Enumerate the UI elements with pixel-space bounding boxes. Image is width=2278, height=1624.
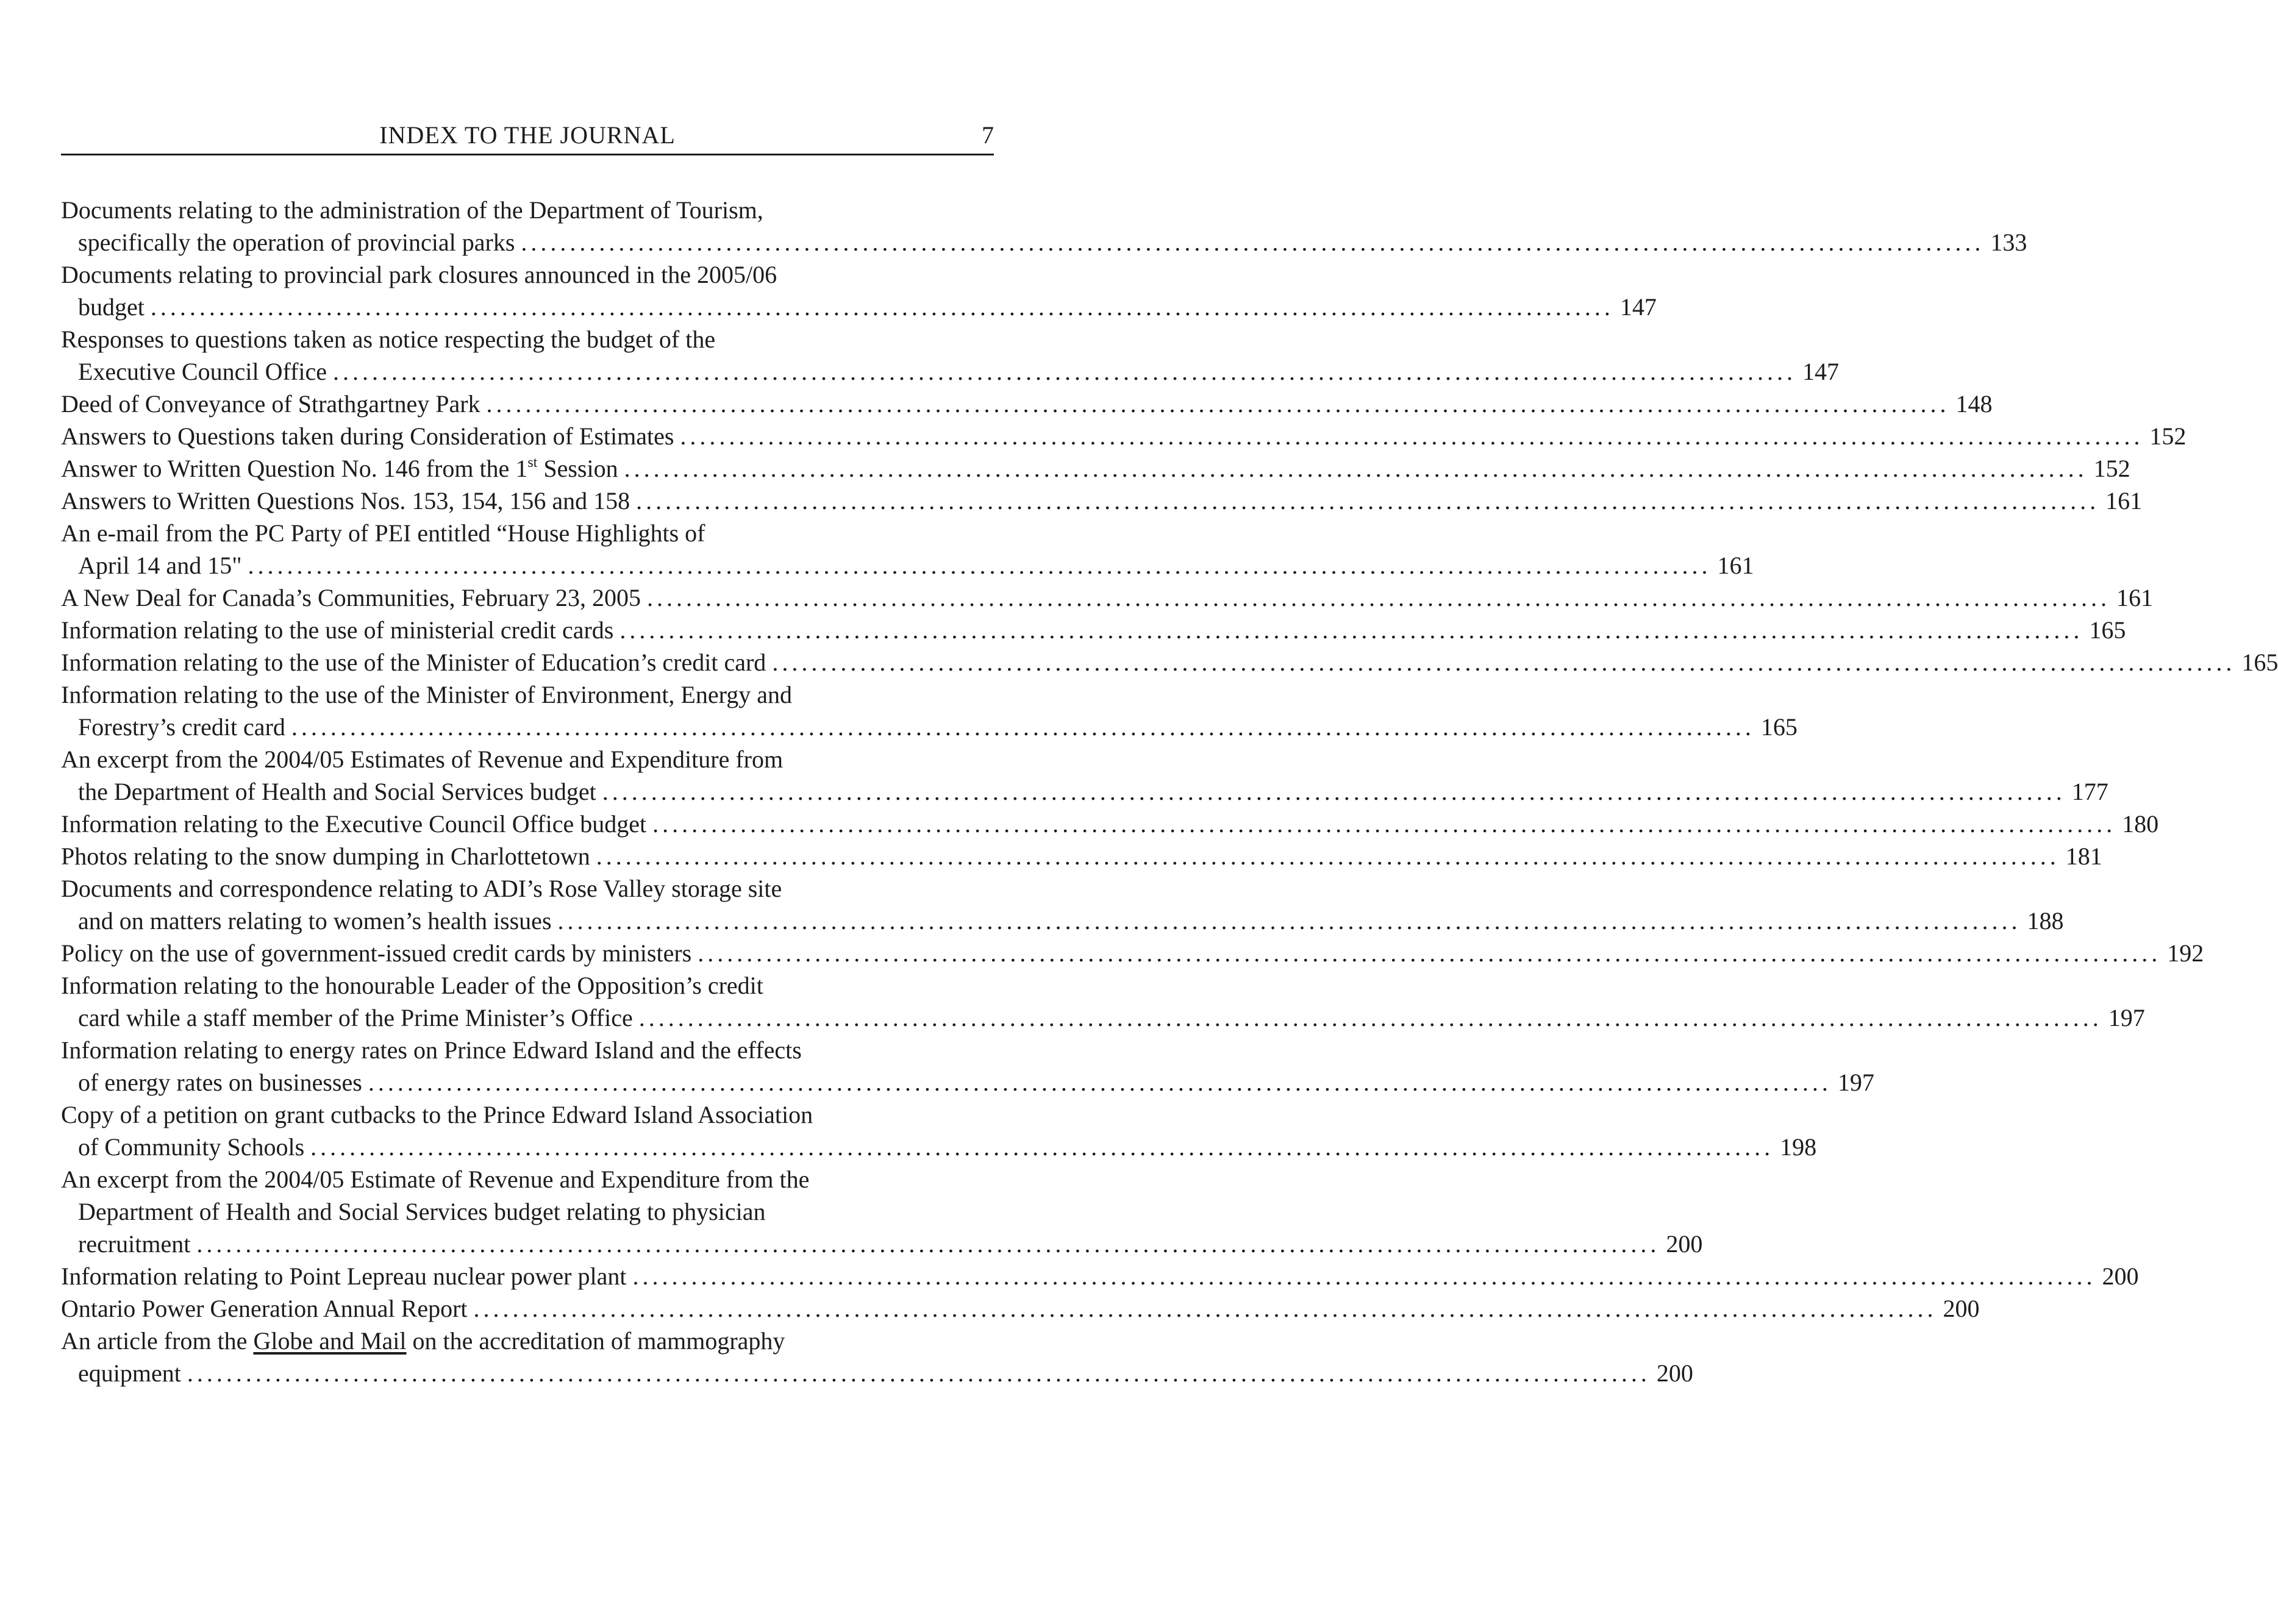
index-entry	[61, 388, 1993, 420]
entry-text-line: A New Deal for Canada’s Communities, February 23, 2005	[61, 584, 641, 611]
index-entry	[61, 646, 2278, 678]
entry-text-line: Information relating to energy rates on Prince Edward Island and the effects	[61, 1036, 802, 1064]
dot-leader: ......................................................................................................................................................	[624, 455, 2088, 482]
dot-leader: ......................................................................................................................................................	[473, 1295, 1937, 1322]
entry-text-line: equipment	[78, 1359, 181, 1387]
ordinal-superscript: st	[527, 454, 538, 471]
entry-final-line	[61, 614, 2126, 646]
dot-leader: ......................................................................................................................................................	[638, 1004, 2102, 1031]
page-title: INDEX TO THE JOURNAL	[379, 121, 676, 149]
entry-page-number: 147	[1802, 358, 1840, 385]
dot-leader: ......................................................................................................................................................	[602, 778, 2066, 805]
entry-text-line: Information relating to Point Lepreau nuclear power plant	[61, 1263, 627, 1290]
dot-leader: ......................................................................................................................................................	[557, 907, 2021, 935]
dot-leader: ......................................................................................................................................................	[196, 1230, 1660, 1258]
dot-leader: ......................................................................................................................................................	[772, 649, 2236, 676]
entry-text-line: Information relating to the use of ministerial credit cards	[61, 616, 614, 644]
index-entry	[61, 614, 2126, 646]
index-entry	[61, 1292, 1980, 1325]
entry-text-line: Information relating to the Executive Council Office budget	[61, 810, 647, 838]
entry-final-line	[61, 485, 2143, 517]
dot-leader: ......................................................................................................................................................	[646, 584, 2110, 611]
entry-final-line	[61, 291, 1657, 323]
entry-page-number: 161	[2105, 487, 2143, 515]
entry-text-line: Information relating to the use of the Minister of Environment, Energy and	[61, 681, 792, 708]
entry-page-number: 180	[2122, 810, 2159, 838]
entry-text-line: Department of Health and Social Services budget relating to physician	[78, 1198, 766, 1225]
entry-text-line: Documents relating to provincial park closures announced in the 2005/06	[61, 261, 777, 288]
entry-text-line: Ontario Power Generation Annual Report	[61, 1295, 468, 1322]
index-entry	[61, 840, 2102, 872]
entry-page-number: 148	[1955, 390, 1993, 418]
entry-text-line: specifically the operation of provincial parks	[78, 229, 515, 256]
dot-leader: ......................................................................................................................................................	[187, 1359, 1651, 1387]
index-entry	[61, 194, 2027, 258]
entry-final-line	[61, 388, 1993, 420]
entry-page-number: 161	[1717, 552, 1754, 579]
dot-leader: ......................................................................................................................................................	[486, 390, 1950, 418]
index-entry	[61, 937, 2204, 969]
dot-leader: ......................................................................................................................................................	[632, 1263, 2096, 1290]
entry-final-line	[61, 1002, 2145, 1034]
entry-text-line: Deed of Conveyance of Strathgartney Park	[61, 390, 480, 418]
entry-final-line	[61, 840, 2102, 872]
index-entries	[61, 194, 2278, 1389]
entry-text-line: An excerpt from the 2004/05 Estimates of Revenue and Expenditure from	[61, 746, 784, 773]
index-entry	[61, 1099, 1817, 1163]
dot-leader: ......................................................................................................................................................	[291, 713, 1755, 741]
entry-page-number: 188	[2027, 907, 2064, 935]
index-entry	[61, 808, 2159, 840]
entry-text-line: Policy on the use of government-issued credit cards by ministers	[61, 939, 692, 967]
entry-final-line	[61, 582, 2153, 614]
dot-leader: ......................................................................................................................................................	[652, 810, 2116, 838]
entry-page-number: 152	[2149, 422, 2187, 450]
index-entry	[61, 323, 1840, 388]
entry-text-line: An excerpt from the 2004/05 Estimate of Revenue and Expenditure from the	[61, 1166, 810, 1193]
dot-leader: ......................................................................................................................................................	[521, 229, 1985, 256]
entry-text-line: Copy of a petition on grant cutbacks to the Prince Edward Island Association	[61, 1101, 813, 1128]
dot-leader: ......................................................................................................................................................	[150, 293, 1614, 321]
entry-final-line	[61, 1066, 1874, 1099]
entry-final-line	[61, 905, 2064, 937]
dot-leader: ......................................................................................................................................................	[310, 1133, 1774, 1161]
entry-page-number: 165	[2089, 616, 2126, 644]
entry-text-line: card while a staff member of the Prime Minister’s Office	[78, 1004, 633, 1031]
entry-text-line: Information relating to the use of the Minister of Education’s credit card	[61, 649, 766, 676]
index-entry	[61, 872, 2064, 937]
entry-final-line	[61, 1357, 1693, 1389]
entry-page-number: 200	[1656, 1359, 1693, 1387]
entry-final-line	[61, 1292, 1980, 1325]
index-entry	[61, 485, 2143, 517]
entry-page-number: 147	[1619, 293, 1657, 321]
index-entry	[61, 1163, 1703, 1260]
entry-page-number: 200	[2102, 1263, 2139, 1290]
entry-text-line: the Department of Health and Social Services budget	[78, 778, 596, 805]
entry-text-line: of energy rates on businesses	[78, 1069, 362, 1096]
entry-text-line: Forestry’s credit card	[78, 713, 285, 741]
entry-text-line: An article from the Globe and Mail on the accreditation of mammography	[61, 1327, 785, 1355]
entry-text-line: budget	[78, 293, 145, 321]
entry-text-line: Information relating to the honourable Leader of the Opposition’s credit	[61, 972, 763, 999]
entry-final-line	[61, 711, 1798, 743]
entry-page-number: 181	[2065, 842, 2102, 870]
entry-final-line	[61, 452, 2130, 485]
entry-page-number: 161	[2116, 584, 2153, 611]
page-number: 7	[982, 121, 994, 149]
index-entry	[61, 1260, 2139, 1292]
entry-page-number: 200	[1666, 1230, 1703, 1258]
entry-final-line	[61, 549, 1754, 582]
entry-page-number: 152	[2093, 455, 2130, 482]
dot-leader: ......................................................................................................................................................	[248, 552, 1712, 579]
entry-page-number: 192	[2167, 939, 2204, 967]
dot-leader: ......................................................................................................................................................	[698, 939, 2162, 967]
index-entry	[61, 517, 1754, 582]
index-entry	[61, 258, 1657, 323]
entry-page-number: 197	[2108, 1004, 2145, 1031]
entry-text-line: Answer to Written Question No. 146 from the 1st Session	[61, 454, 618, 482]
index-entry	[61, 1034, 1874, 1099]
entry-text-line: and on matters relating to women’s health issues	[78, 907, 552, 935]
entry-final-line	[61, 226, 2027, 258]
entry-text-line: Answers to Written Questions Nos. 153, 154, 156 and 158	[61, 487, 630, 515]
page-header	[61, 119, 994, 155]
dot-leader: ......................................................................................................................................................	[333, 358, 1797, 385]
index-entry	[61, 1325, 1693, 1389]
index-entry	[61, 582, 2153, 614]
entry-final-line	[61, 355, 1840, 388]
index-entry	[61, 743, 2108, 808]
entry-final-line	[61, 1260, 2139, 1292]
entry-final-line	[61, 646, 2278, 678]
dot-leader: ......................................................................................................................................................	[636, 487, 2100, 515]
entry-final-line	[61, 1228, 1703, 1260]
dot-leader: ......................................................................................................................................................	[619, 616, 2083, 644]
entry-text-line: of Community Schools	[78, 1133, 305, 1161]
entry-page-number: 177	[2071, 778, 2108, 805]
entry-final-line	[61, 1131, 1817, 1163]
dot-leader: ......................................................................................................................................................	[368, 1069, 1832, 1096]
index-entry	[61, 969, 2145, 1034]
entry-page-number: 197	[1837, 1069, 1874, 1096]
entry-final-line	[61, 775, 2108, 808]
index-entry	[61, 420, 2187, 452]
entry-final-line	[61, 808, 2159, 840]
entry-text-line: Executive Council Office	[78, 358, 327, 385]
entry-page-number: 165	[2241, 649, 2278, 676]
entry-text-line: Documents and correspondence relating to ADI’s Rose Valley storage site	[61, 875, 782, 902]
entry-text-line: Responses to questions taken as notice respecting the budget of the	[61, 326, 716, 353]
entry-page-number: 133	[1990, 229, 2027, 256]
entry-text-line: An e-mail from the PC Party of PEI entitled “House Highlights of	[61, 519, 705, 547]
dot-leader: ......................................................................................................................................................	[680, 422, 2144, 450]
index-entry	[61, 678, 1798, 743]
index-entry	[61, 452, 2130, 485]
underlined-title: Globe and Mail	[253, 1327, 407, 1355]
entry-page-number: 200	[1943, 1295, 1980, 1322]
entry-final-line	[61, 937, 2204, 969]
entry-text-line: Documents relating to the administration of the Department of Tourism,	[61, 196, 763, 224]
dot-leader: ......................................................................................................................................................	[596, 842, 2060, 870]
entry-text-line: Answers to Questions taken during Consideration of Estimates	[61, 422, 674, 450]
entry-page-number: 198	[1780, 1133, 1817, 1161]
entry-text-line: April 14 and 15"	[78, 552, 242, 579]
entry-page-number: 165	[1760, 713, 1798, 741]
entry-text-line: recruitment	[78, 1230, 191, 1258]
entry-final-line	[61, 420, 2187, 452]
entry-text-line: Photos relating to the snow dumping in Charlottetown	[61, 842, 590, 870]
